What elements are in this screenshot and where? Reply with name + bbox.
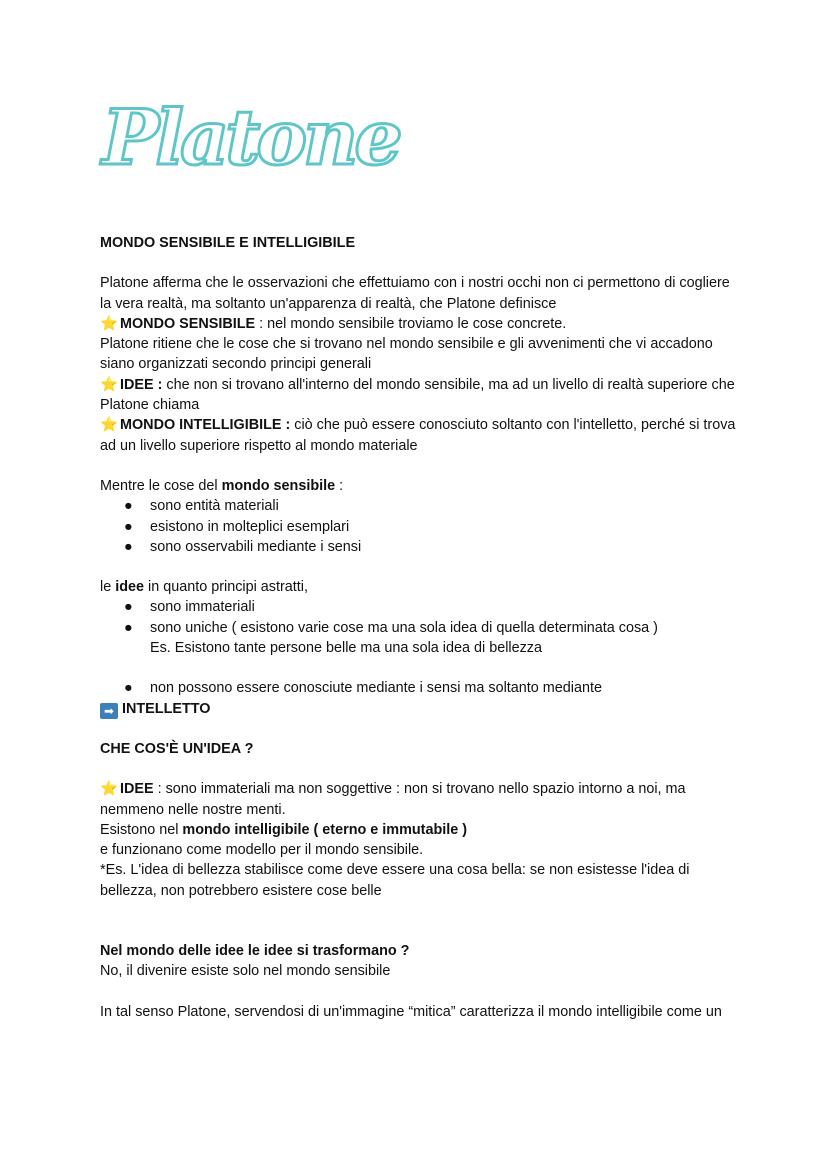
idee-list-last — [100, 678, 740, 698]
bullet-icon: ● — [124, 599, 133, 616]
list-item-text: sono entità materiali — [150, 498, 279, 515]
intelligibile-label: MONDO INTELLIGIBILE : — [120, 417, 291, 434]
idee-label: IDEE — [120, 781, 154, 798]
lead-bold: mondo sensibile — [221, 477, 336, 494]
idee-line — [100, 375, 740, 416]
idee-lead — [100, 577, 740, 597]
sensibile-label: MONDO SENSIBILE — [120, 315, 256, 332]
list-item — [100, 496, 740, 516]
bullet-icon: ● — [124, 518, 133, 535]
bullet-icon: ● — [124, 498, 133, 515]
intelletto-label: INTELLETTO — [122, 700, 211, 717]
idee-list — [100, 597, 740, 638]
list-item — [100, 537, 740, 557]
lead-text: in quanto principi astratti, — [144, 579, 308, 596]
idee-text: che non si trovano all'interno del mondo sensibile, ma ad un livello di realtà superiore che Platone chiama — [100, 376, 735, 414]
section-heading-idea: CHE COS'È UN'IDEA ? — [100, 740, 254, 757]
closing-paragraph: In tal senso Platone, servendosi di un'immagine “mitica” caratterizza il mondo intelligibile come un — [100, 1003, 722, 1020]
document-body — [100, 233, 740, 1022]
funzionano-line: e funzionano come modello per il mondo sensibile. — [100, 842, 424, 859]
lead-text: le — [100, 579, 116, 596]
answer-line: No, il divenire esiste solo nel mondo sensibile — [100, 963, 391, 980]
intelletto-line — [100, 699, 740, 719]
esistono-text: Esistono nel — [100, 821, 183, 838]
example-bellezza: *Es. L'idea di bellezza stabilisce come deve essere una cosa bella: se non esistesse l'idea di bellezza, non potrebbero esistere cose belle — [100, 862, 690, 899]
platone-title-logo — [98, 92, 399, 188]
idee-text: : sono immateriali ma non soggettive : non si trovano nello spazio intorno a noi, ma nemmeno nelle nostre menti. — [100, 781, 686, 818]
lead-bold: idee — [115, 579, 144, 596]
esistono-line — [100, 820, 740, 840]
list-item-text: esistono in molteplici esemplari — [150, 518, 350, 535]
list-item-text: sono uniche ( esistono varie cose ma una sola idea di quella determinata cosa ) — [150, 619, 658, 636]
ritiene-paragraph: Platone ritiene che le cose che si trovano nel mondo sensibile e gli avvenimenti che vi accadono siano organizzati secondo principi generali — [100, 336, 713, 373]
sensibile-list — [100, 496, 740, 557]
list-item — [100, 618, 740, 638]
example-line: Es. Esistono tante persone belle ma una sola idea di bellezza — [150, 640, 542, 657]
star-icon: ⭐ — [100, 376, 118, 393]
sensibile-lead — [100, 476, 740, 496]
list-item-text: non possono essere conosciute mediante i sensi ma soltanto mediante — [150, 680, 602, 697]
lead-text: : — [335, 477, 344, 494]
esistono-bold: mondo intelligibile ( eterno e immutabile ) — [182, 821, 468, 838]
logo-text: Platone — [102, 93, 399, 182]
intelligibile-text: ciò che può essere conosciuto soltanto con l'intelletto, perché si trova ad un livello superiore rispetto al mondo materiale — [100, 417, 736, 454]
intelligibile-line — [100, 415, 740, 456]
bullet-icon: ● — [124, 538, 133, 555]
list-item — [100, 678, 740, 698]
idee-label: IDEE : — [120, 376, 163, 393]
list-item — [100, 597, 740, 617]
sensibile-text: : nel mondo sensibile troviamo le cose concrete. — [255, 315, 567, 332]
section-heading-mondo: MONDO SENSIBILE E INTELLIGIBILE — [100, 235, 356, 251]
sensibile-line — [100, 314, 740, 334]
list-item-text: sono immateriali — [150, 599, 255, 616]
star-icon: ⭐ — [100, 315, 118, 332]
intro-paragraph: Platone afferma che le osservazioni che effettuiamo con i nostri occhi non ci permettono di cogliere la vera realtà, ma soltanto un'apparenza di realtà, che Platone definisce — [100, 275, 730, 312]
question-heading: Nel mondo delle idee le idee si trasformano ? — [100, 943, 410, 960]
lead-text: Mentre le cose del — [100, 477, 222, 494]
bullet-icon: ● — [124, 680, 133, 697]
idee-definition — [100, 779, 740, 820]
arrow-right-icon: ➡ — [100, 703, 118, 719]
star-icon: ⭐ — [100, 781, 118, 798]
bullet-icon: ● — [124, 619, 133, 636]
star-icon: ⭐ — [100, 417, 118, 434]
list-item-text: sono osservabili mediante i sensi — [150, 538, 362, 555]
list-item — [100, 517, 740, 537]
